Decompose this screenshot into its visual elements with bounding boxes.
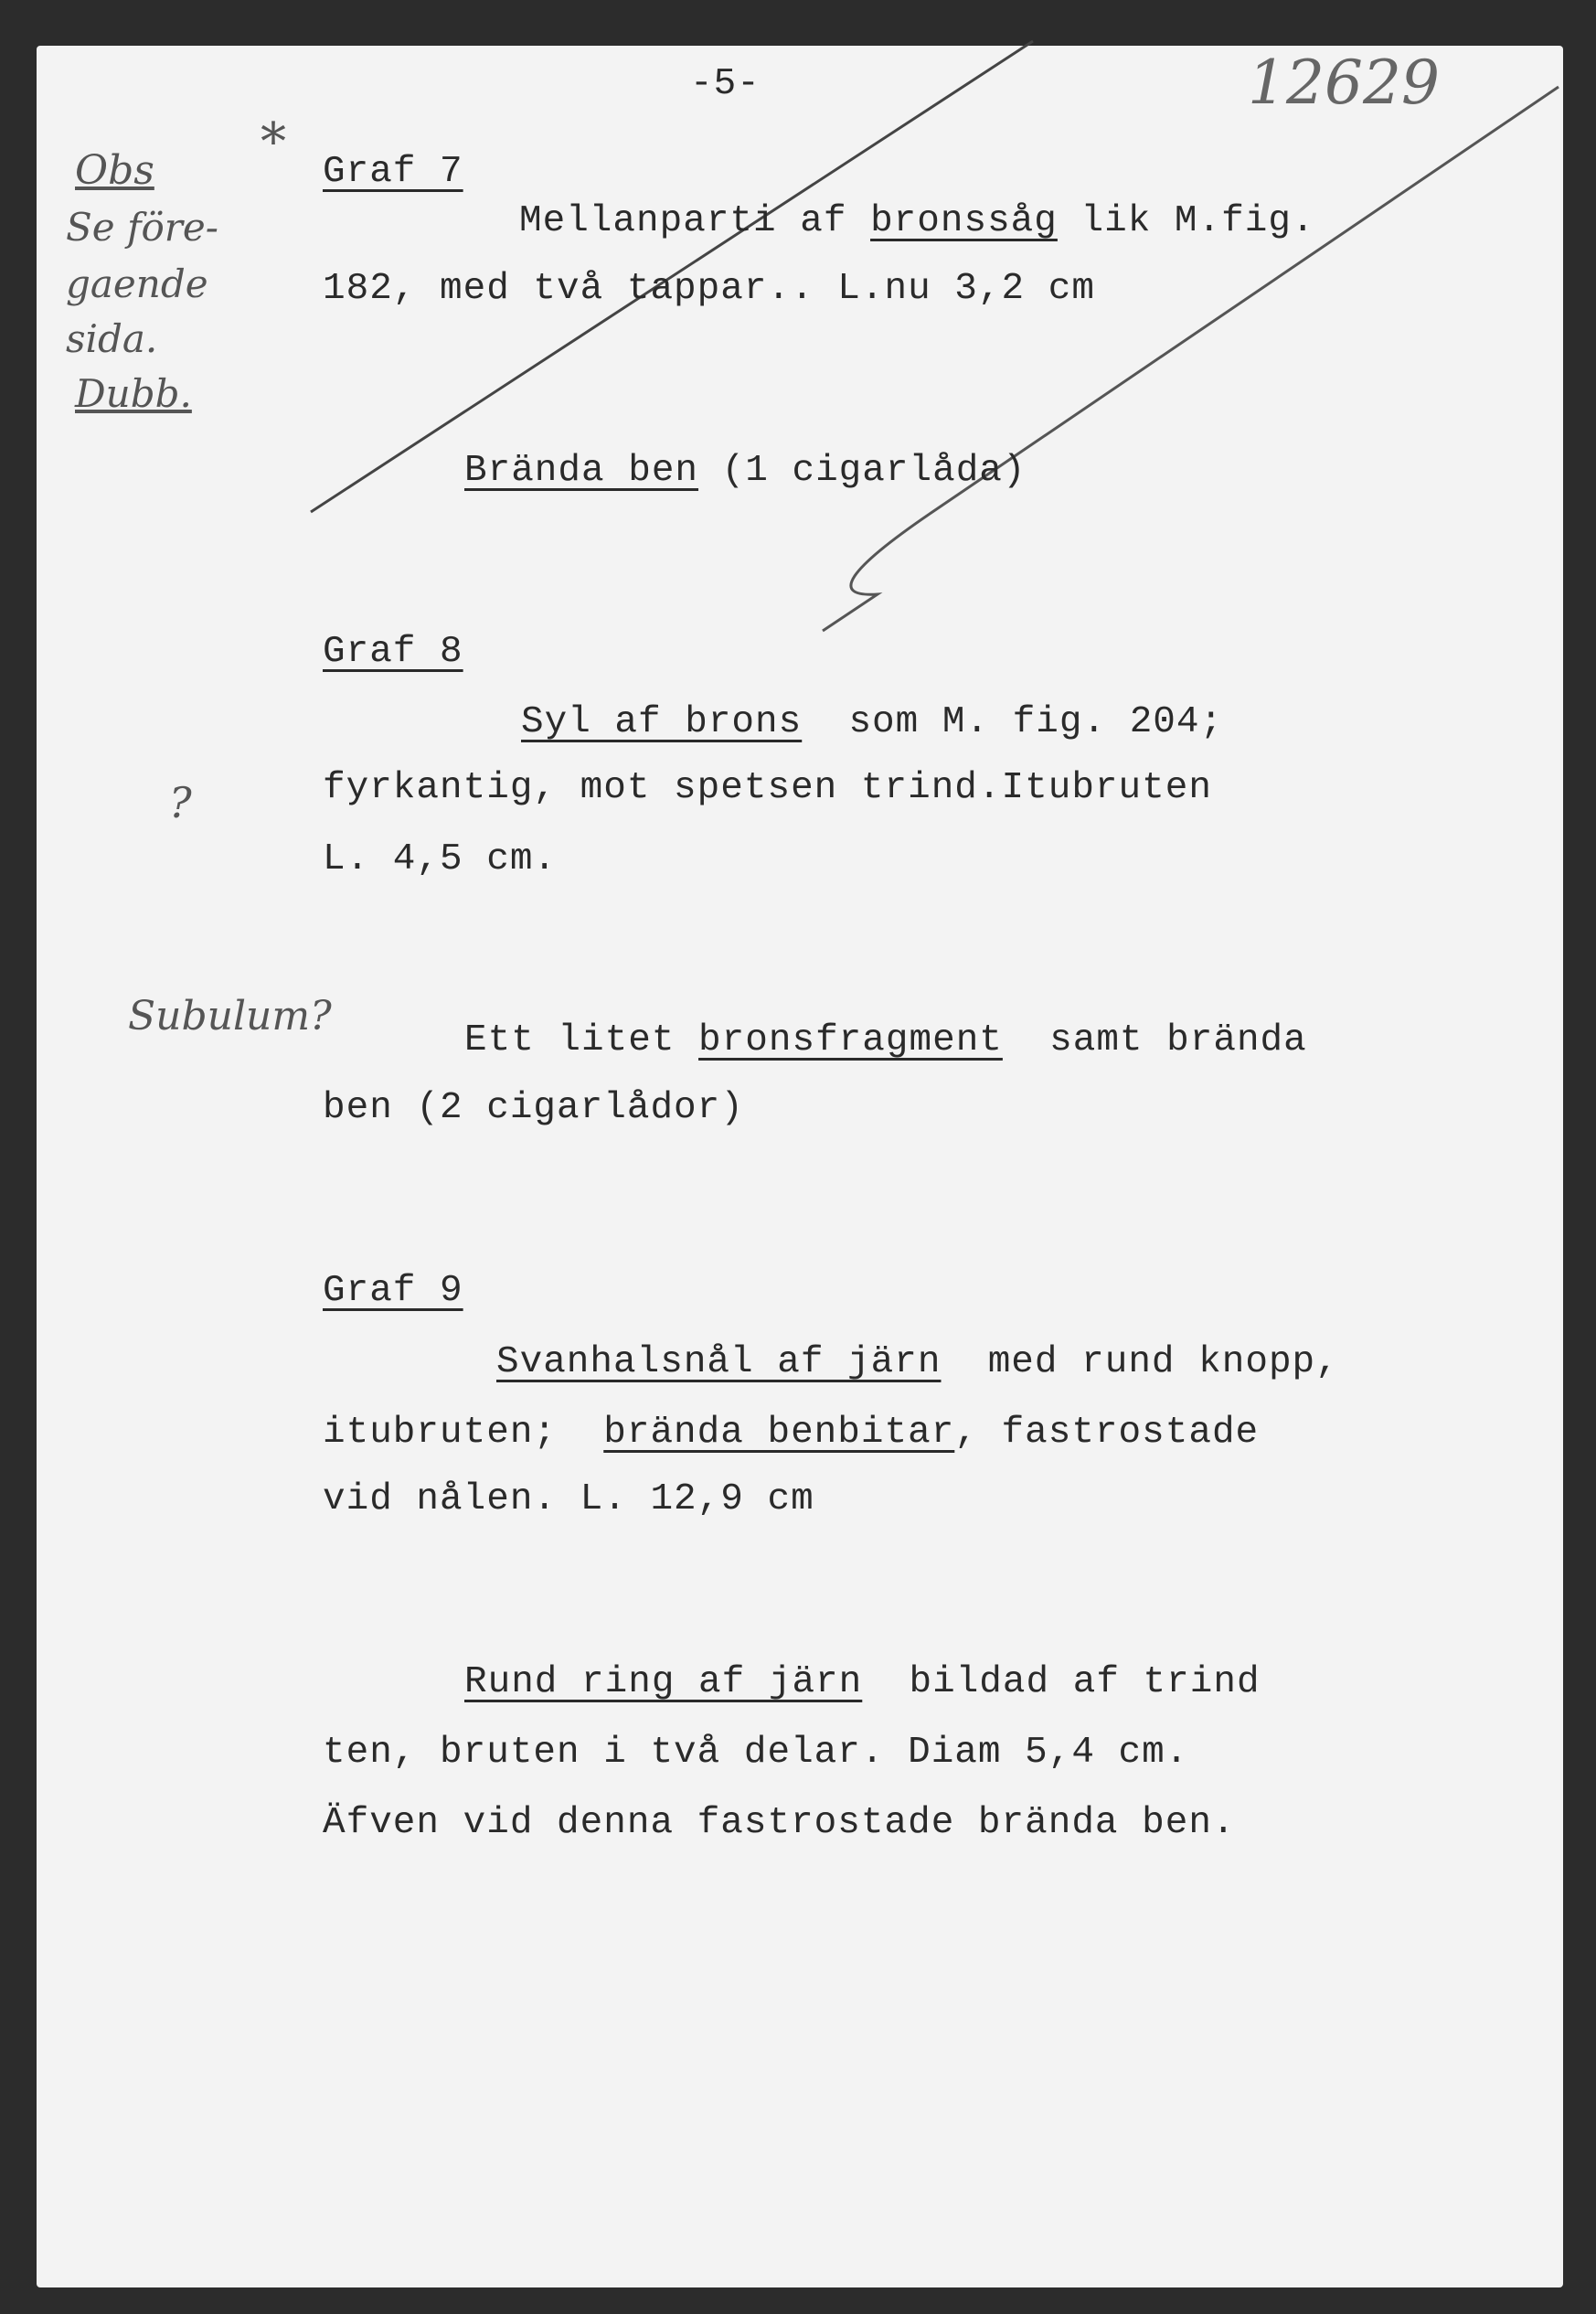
graf-8-line-2: fyrkantig, mot spetsen trind.Itubruten: [323, 767, 1212, 809]
graf-7-line-2: 182, med två tappar.. L.nu 3,2 cm: [323, 268, 1095, 310]
margin-asterisk: *: [261, 112, 286, 172]
graf-8-fragment-line-1: Ett litet bronsfragment samt brända: [464, 1019, 1307, 1061]
margin-question-mark: ?: [169, 778, 192, 827]
graf-9-ring-line-1: Rund ring af järn bildad af trind: [464, 1661, 1261, 1703]
catalog-number: 12629: [1248, 48, 1440, 118]
graf-9-ring-line-3: Äfven vid denna fastrostade brända ben.: [323, 1802, 1236, 1844]
heading-graf-9: Graf 9: [323, 1270, 463, 1312]
heading-graf-7: Graf 7: [323, 151, 463, 193]
graf-9-line-3: vid nålen. L. 12,9 cm: [323, 1478, 814, 1520]
graf-9-line-1: Svanhalsnål af järn med rund knopp,: [496, 1341, 1339, 1383]
margin-note-se-fore: Se före-: [66, 205, 218, 250]
graf-8-line-1: Syl af brons som M. fig. 204;: [521, 701, 1224, 743]
margin-note-obs: Obs: [75, 147, 154, 194]
margin-note-subulum: Subulum?: [128, 993, 332, 1040]
graf-7-line-1: Mellanparti af bronssåg lik M.fig.: [519, 200, 1315, 242]
pencil-stroke-hook: [823, 87, 1559, 631]
margin-note-dubb: Dubb.: [75, 371, 192, 416]
graf-9-line-2: itubruten; brända benbitar, fastrostade: [323, 1412, 1260, 1454]
graf-8-line-3: L. 4,5 cm.: [323, 838, 558, 880]
graf-9-ring-line-2: ten, bruten i två delar. Diam 5,4 cm.: [323, 1732, 1189, 1774]
heading-graf-8: Graf 8: [323, 631, 463, 673]
margin-note-sida: sida.: [66, 316, 158, 361]
page-number: -5-: [690, 63, 761, 105]
margin-note-gaende: gaende: [66, 261, 208, 306]
graf-8-fragment-line-2: ben (2 cigarlådor): [323, 1087, 744, 1129]
graf-7-bones: Brända ben (1 cigarlåda): [464, 450, 1027, 492]
